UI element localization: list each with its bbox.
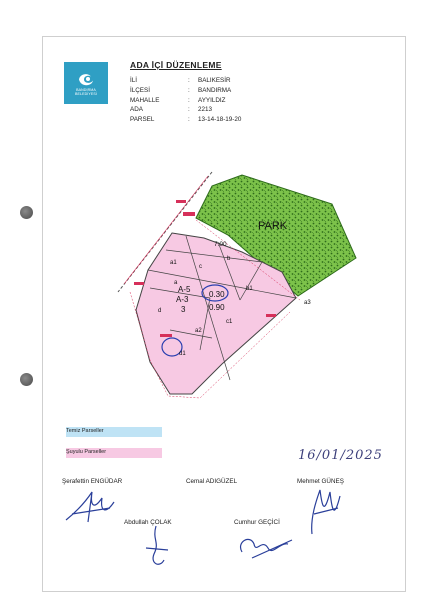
logo-text-line1: BANDIRMA: [76, 88, 96, 92]
parcel-label-a: a: [174, 280, 178, 286]
info-key: PARSEL: [130, 116, 155, 124]
block-code-top: A-5: [178, 285, 191, 294]
document-title: ADA İÇİ DÜZENLEME: [130, 60, 222, 70]
info-sep: :: [188, 77, 190, 84]
signatory-4: Abdullah ÇOLAK: [124, 519, 172, 526]
info-sep: :: [188, 116, 190, 124]
info-value: BANDIRMA: [198, 86, 232, 94]
signature-5-image: [232, 528, 302, 564]
parcel-label-b: b: [227, 256, 231, 262]
signatory-1: Şerafettin ENGÜDAR: [62, 478, 123, 485]
ratio-1: 0.30: [209, 290, 225, 299]
dimension-label: 7.00: [214, 241, 227, 248]
logo-text-line2: BELEDİYESİ: [75, 92, 97, 96]
ratio-2: 0.90: [209, 303, 225, 312]
park-label: PARK: [258, 220, 288, 232]
info-sep: :: [188, 96, 190, 104]
parcel-label-a1: a1: [170, 260, 177, 266]
signatory-2: Cemal ADIGÜZEL: [186, 478, 238, 485]
signatory-3: Mehmet GÜNEŞ: [297, 478, 344, 485]
block-code-bottom: 3: [181, 305, 186, 314]
parcel-label-c1: c1: [226, 319, 233, 325]
info-key: ADA: [130, 106, 143, 114]
parcel-label-d: d: [158, 308, 162, 314]
info-value: 13-14-18-19-20: [198, 116, 242, 124]
parcel-label-a3: a3: [304, 300, 311, 306]
info-sep: :: [188, 106, 190, 114]
info-key: İLÇESİ: [130, 86, 150, 94]
signature-3-image: [300, 486, 350, 538]
info-value: AYYILDIZ: [198, 96, 226, 104]
parcel-label-d1: d1: [179, 351, 186, 357]
signature-4-image: [138, 524, 178, 572]
info-value: 2213: [198, 106, 213, 114]
info-key: MAHALLE: [130, 96, 160, 104]
info-sep: :: [188, 86, 190, 94]
parcel-label-a2: a2: [195, 328, 202, 334]
legend-label-shared: Şuyulu Parseller: [66, 449, 107, 455]
info-value: BALIKESİR: [198, 77, 231, 84]
parcel-label-b1: b1: [246, 286, 253, 292]
block-code-mid: A-3: [176, 295, 189, 304]
parcel-label-c: c: [199, 264, 202, 270]
signatory-5: Cumhur GEÇİCİ: [234, 519, 280, 526]
handwritten-date: 16/01/2025: [298, 448, 383, 463]
legend-label-clean: Temiz Parseller: [66, 428, 104, 434]
signature-1-image: [62, 484, 132, 526]
info-key: İLİ: [130, 77, 138, 84]
